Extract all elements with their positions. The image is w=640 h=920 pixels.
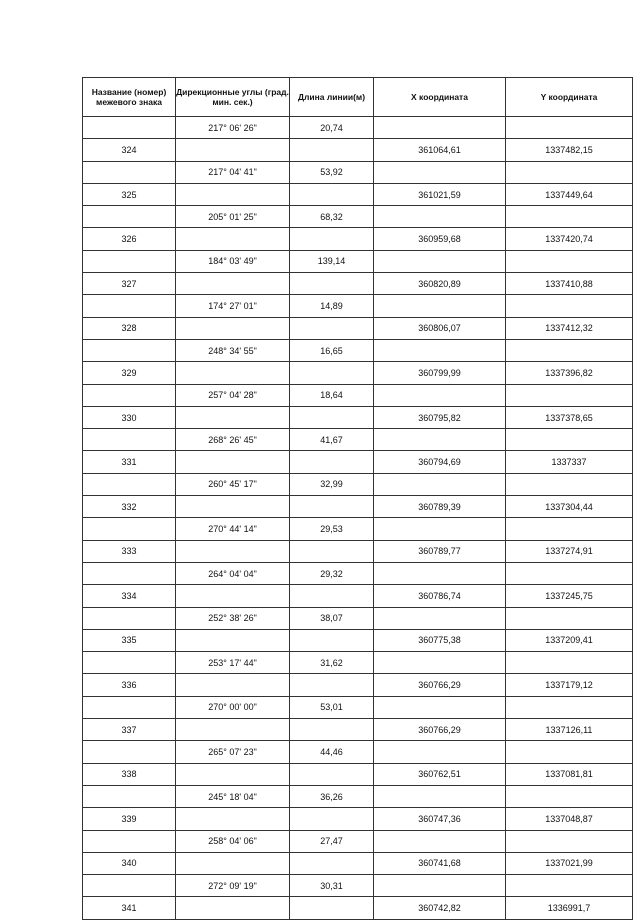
segment-x-cell — [374, 607, 506, 629]
segment-name-cell — [83, 652, 176, 674]
segment-angle: 272° 09' 19" — [176, 875, 290, 897]
point-y: 1336991,7 — [506, 897, 633, 919]
segment-row — [83, 741, 633, 763]
point-row — [83, 228, 633, 250]
point-name: 339 — [83, 808, 176, 830]
point-name: 336 — [83, 674, 176, 696]
segment-angle: 252° 38' 26" — [176, 607, 290, 629]
segment-y-cell — [506, 696, 633, 718]
point-angle-cell — [176, 897, 290, 919]
point-length-cell — [290, 183, 374, 205]
segment-length: 38,07 — [290, 607, 374, 629]
segment-name-cell — [83, 741, 176, 763]
point-x: 360795,82 — [374, 406, 506, 428]
segment-length: 27,47 — [290, 830, 374, 852]
point-row — [83, 808, 633, 830]
point-angle-cell — [176, 183, 290, 205]
point-x: 361064,61 — [374, 139, 506, 161]
segment-name-cell — [83, 117, 176, 139]
point-y: 1337126,11 — [506, 719, 633, 741]
header-angle: Дирекционные углы (град. мин. сек.) — [176, 78, 290, 117]
point-x: 360775,38 — [374, 629, 506, 651]
point-x: 361021,59 — [374, 183, 506, 205]
point-angle-cell — [176, 362, 290, 384]
segment-length: 53,92 — [290, 161, 374, 183]
segment-x-cell — [374, 741, 506, 763]
segment-x-cell — [374, 250, 506, 272]
coordinates-sheet — [82, 77, 633, 920]
segment-length: 53,01 — [290, 696, 374, 718]
segment-row — [83, 429, 633, 451]
segment-row — [83, 607, 633, 629]
point-length-cell — [290, 897, 374, 919]
point-row — [83, 852, 633, 874]
segment-y-cell — [506, 206, 633, 228]
point-y: 1337304,44 — [506, 496, 633, 518]
point-length-cell — [290, 317, 374, 339]
segment-length: 31,62 — [290, 652, 374, 674]
segment-name-cell — [83, 250, 176, 272]
point-row — [83, 139, 633, 161]
segment-x-cell — [374, 696, 506, 718]
point-length-cell — [290, 496, 374, 518]
segment-angle: 253° 17' 44" — [176, 652, 290, 674]
point-name: 325 — [83, 183, 176, 205]
segment-name-cell — [83, 339, 176, 361]
point-angle-cell — [176, 763, 290, 785]
point-name: 341 — [83, 897, 176, 919]
point-name: 338 — [83, 763, 176, 785]
point-row — [83, 719, 633, 741]
point-length-cell — [290, 719, 374, 741]
point-name: 340 — [83, 852, 176, 874]
point-length-cell — [290, 406, 374, 428]
point-y: 1337337 — [506, 451, 633, 473]
segment-row — [83, 339, 633, 361]
point-y: 1337245,75 — [506, 585, 633, 607]
point-length-cell — [290, 362, 374, 384]
segment-x-cell — [374, 830, 506, 852]
segment-length: 139,14 — [290, 250, 374, 272]
point-x: 360794,69 — [374, 451, 506, 473]
segment-x-cell — [374, 875, 506, 897]
segment-length: 18,64 — [290, 384, 374, 406]
point-name: 335 — [83, 629, 176, 651]
segment-name-cell — [83, 830, 176, 852]
header-row — [83, 78, 633, 117]
point-name: 333 — [83, 540, 176, 562]
point-row — [83, 585, 633, 607]
point-angle-cell — [176, 139, 290, 161]
segment-angle: 217° 04' 41" — [176, 161, 290, 183]
point-name: 330 — [83, 406, 176, 428]
segment-length: 20,74 — [290, 117, 374, 139]
segment-x-cell — [374, 473, 506, 495]
point-length-cell — [290, 228, 374, 250]
segment-row — [83, 652, 633, 674]
point-y: 1337378,65 — [506, 406, 633, 428]
segment-name-cell — [83, 607, 176, 629]
segment-x-cell — [374, 117, 506, 139]
point-y: 1337412,32 — [506, 317, 633, 339]
point-x: 360820,89 — [374, 273, 506, 295]
segment-row — [83, 250, 633, 272]
point-x: 360806,07 — [374, 317, 506, 339]
segment-y-cell — [506, 339, 633, 361]
segment-x-cell — [374, 429, 506, 451]
point-angle-cell — [176, 273, 290, 295]
segment-y-cell — [506, 250, 633, 272]
point-row — [83, 540, 633, 562]
segment-angle: 268° 26' 45" — [176, 429, 290, 451]
segment-angle: 264° 04' 04" — [176, 562, 290, 584]
header-x: X координата — [374, 78, 506, 117]
segment-name-cell — [83, 696, 176, 718]
point-y: 1337209,41 — [506, 629, 633, 651]
segment-name-cell — [83, 206, 176, 228]
point-row — [83, 406, 633, 428]
point-length-cell — [290, 808, 374, 830]
segment-y-cell — [506, 518, 633, 540]
point-row — [83, 273, 633, 295]
point-length-cell — [290, 674, 374, 696]
point-angle-cell — [176, 228, 290, 250]
point-name: 326 — [83, 228, 176, 250]
segment-angle: 258° 04' 06" — [176, 830, 290, 852]
segment-length: 29,32 — [290, 562, 374, 584]
segment-row — [83, 518, 633, 540]
segment-angle: 257° 04' 28" — [176, 384, 290, 406]
segment-x-cell — [374, 384, 506, 406]
segment-y-cell — [506, 830, 633, 852]
segment-x-cell — [374, 339, 506, 361]
point-y: 1337081,81 — [506, 763, 633, 785]
point-row — [83, 183, 633, 205]
point-angle-cell — [176, 585, 290, 607]
point-x: 360799,99 — [374, 362, 506, 384]
point-x: 360742,82 — [374, 897, 506, 919]
segment-name-cell — [83, 518, 176, 540]
point-angle-cell — [176, 719, 290, 741]
segment-length: 68,32 — [290, 206, 374, 228]
point-x: 360959,68 — [374, 228, 506, 250]
segment-name-cell — [83, 473, 176, 495]
segment-row — [83, 117, 633, 139]
point-x: 360786,74 — [374, 585, 506, 607]
segment-name-cell — [83, 384, 176, 406]
point-length-cell — [290, 451, 374, 473]
segment-length: 32,99 — [290, 473, 374, 495]
segment-x-cell — [374, 652, 506, 674]
segment-angle: 184° 03' 49" — [176, 250, 290, 272]
segment-name-cell — [83, 295, 176, 317]
header-name: Название (номер) межевого знака — [83, 78, 176, 117]
point-length-cell — [290, 629, 374, 651]
header-length: Длина линии(м) — [290, 78, 374, 117]
segment-x-cell — [374, 785, 506, 807]
segment-y-cell — [506, 161, 633, 183]
table-body — [83, 117, 633, 920]
segment-x-cell — [374, 518, 506, 540]
segment-row — [83, 830, 633, 852]
point-name: 332 — [83, 496, 176, 518]
boundary-table — [82, 77, 633, 920]
header-y: Y координата — [506, 78, 633, 117]
segment-angle: 217° 06' 26" — [176, 117, 290, 139]
point-row — [83, 317, 633, 339]
segment-angle: 260° 45' 17" — [176, 473, 290, 495]
segment-y-cell — [506, 117, 633, 139]
point-angle-cell — [176, 540, 290, 562]
segment-row — [83, 161, 633, 183]
point-row — [83, 629, 633, 651]
segment-row — [83, 875, 633, 897]
segment-row — [83, 295, 633, 317]
point-row — [83, 451, 633, 473]
segment-row — [83, 384, 633, 406]
point-length-cell — [290, 763, 374, 785]
segment-length: 44,46 — [290, 741, 374, 763]
point-length-cell — [290, 139, 374, 161]
segment-y-cell — [506, 875, 633, 897]
segment-angle: 174° 27' 01" — [176, 295, 290, 317]
segment-y-cell — [506, 429, 633, 451]
point-y: 1337396,82 — [506, 362, 633, 384]
point-angle-cell — [176, 674, 290, 696]
segment-length: 14,89 — [290, 295, 374, 317]
segment-angle: 270° 44' 14" — [176, 518, 290, 540]
point-row — [83, 897, 633, 919]
segment-length: 29,53 — [290, 518, 374, 540]
segment-angle: 265° 07' 23" — [176, 741, 290, 763]
segment-row — [83, 206, 633, 228]
point-y: 1337410,88 — [506, 273, 633, 295]
segment-angle: 270° 00' 00" — [176, 696, 290, 718]
segment-y-cell — [506, 741, 633, 763]
point-row — [83, 496, 633, 518]
point-x: 360766,29 — [374, 719, 506, 741]
point-angle-cell — [176, 629, 290, 651]
point-angle-cell — [176, 852, 290, 874]
point-x: 360762,51 — [374, 763, 506, 785]
point-name: 334 — [83, 585, 176, 607]
point-y: 1337274,91 — [506, 540, 633, 562]
point-length-cell — [290, 585, 374, 607]
segment-angle: 245° 18' 04" — [176, 785, 290, 807]
segment-length: 36,26 — [290, 785, 374, 807]
point-x: 360747,36 — [374, 808, 506, 830]
segment-y-cell — [506, 384, 633, 406]
segment-name-cell — [83, 875, 176, 897]
point-x: 360789,39 — [374, 496, 506, 518]
point-angle-cell — [176, 496, 290, 518]
segment-y-cell — [506, 652, 633, 674]
segment-row — [83, 473, 633, 495]
point-angle-cell — [176, 317, 290, 339]
point-y: 1337482,15 — [506, 139, 633, 161]
point-row — [83, 362, 633, 384]
point-name: 337 — [83, 719, 176, 741]
segment-angle: 205° 01' 25" — [176, 206, 290, 228]
point-y: 1337420,74 — [506, 228, 633, 250]
segment-row — [83, 562, 633, 584]
point-length-cell — [290, 540, 374, 562]
segment-x-cell — [374, 295, 506, 317]
point-name: 324 — [83, 139, 176, 161]
point-x: 360766,29 — [374, 674, 506, 696]
segment-y-cell — [506, 785, 633, 807]
segment-name-cell — [83, 429, 176, 451]
segment-row — [83, 696, 633, 718]
point-angle-cell — [176, 808, 290, 830]
segment-y-cell — [506, 473, 633, 495]
segment-name-cell — [83, 562, 176, 584]
segment-x-cell — [374, 161, 506, 183]
point-length-cell — [290, 852, 374, 874]
point-y: 1337449,64 — [506, 183, 633, 205]
point-angle-cell — [176, 406, 290, 428]
segment-length: 41,67 — [290, 429, 374, 451]
point-y: 1337048,87 — [506, 808, 633, 830]
point-row — [83, 763, 633, 785]
point-x: 360789,77 — [374, 540, 506, 562]
segment-angle: 248° 34' 55" — [176, 339, 290, 361]
point-length-cell — [290, 273, 374, 295]
segment-name-cell — [83, 785, 176, 807]
point-name: 328 — [83, 317, 176, 339]
segment-row — [83, 785, 633, 807]
point-y: 1337021,99 — [506, 852, 633, 874]
segment-y-cell — [506, 562, 633, 584]
segment-x-cell — [374, 206, 506, 228]
point-x: 360741,68 — [374, 852, 506, 874]
point-angle-cell — [176, 451, 290, 473]
segment-x-cell — [374, 562, 506, 584]
point-row — [83, 674, 633, 696]
segment-name-cell — [83, 161, 176, 183]
point-name: 331 — [83, 451, 176, 473]
segment-y-cell — [506, 607, 633, 629]
segment-length: 16,65 — [290, 339, 374, 361]
point-y: 1337179,12 — [506, 674, 633, 696]
point-name: 327 — [83, 273, 176, 295]
segment-y-cell — [506, 295, 633, 317]
segment-length: 30,31 — [290, 875, 374, 897]
point-name: 329 — [83, 362, 176, 384]
